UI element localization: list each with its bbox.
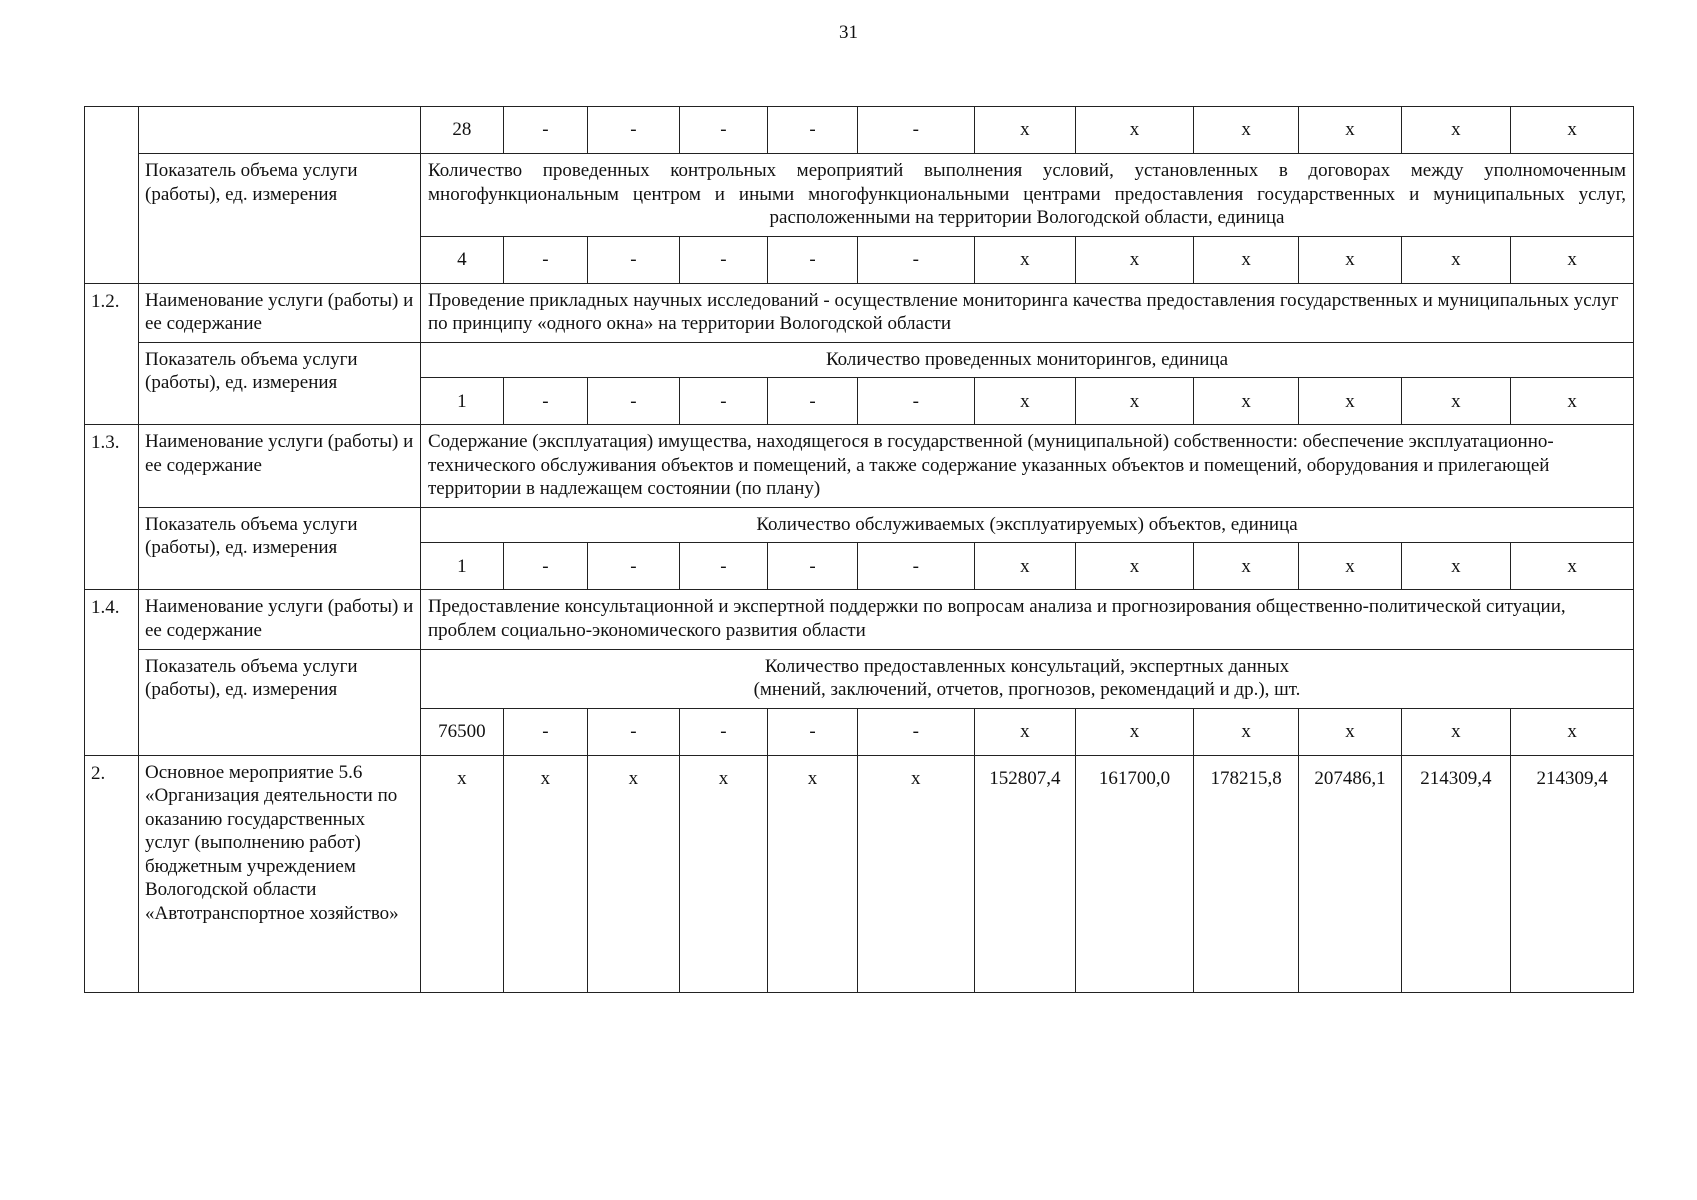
value-cell: - <box>768 236 858 283</box>
table-row <box>85 425 1634 508</box>
table-row <box>85 590 1634 649</box>
value-cell: 28 <box>452 119 472 141</box>
program-table <box>84 106 1634 993</box>
value-cell: x <box>1299 378 1401 425</box>
table-row <box>85 107 1634 154</box>
value-cell: x <box>1511 543 1633 590</box>
service-cell <box>421 590 1634 649</box>
value-cell: x <box>503 756 587 992</box>
value-cell: x <box>1511 107 1633 153</box>
table-row <box>85 154 1634 284</box>
value-cell: x <box>679 756 768 992</box>
table-row <box>85 755 1634 992</box>
indicator-label: Показатель объема услуги (работы), ед. измерения <box>139 507 421 590</box>
indicator-label: Показатель объема услуги (работы), ед. измерения <box>139 649 421 755</box>
activity-label: Основное мероприятие 5.6 «Организация деятельности по оказанию государственных услуг (выполнению работ) бюджетным учреждением Вологодской области «Автотранспортное хозяйство» <box>139 755 421 992</box>
indicator-cell <box>421 154 1634 284</box>
value-cell: 207486,1 <box>1299 756 1401 992</box>
value-cell: x <box>457 767 467 789</box>
value-cell: - <box>503 236 587 283</box>
values-row <box>421 107 1633 153</box>
table-row <box>85 649 1634 755</box>
value-cell: x <box>1299 107 1401 153</box>
value-cell: x <box>1401 236 1511 283</box>
value-cell: x <box>974 708 1075 755</box>
value-cell: x <box>974 107 1075 153</box>
indicator-cell <box>421 649 1634 755</box>
value-cell: x <box>1075 107 1193 153</box>
value-cell: - <box>588 543 680 590</box>
value-cell: - <box>857 378 974 425</box>
value-cell: x <box>1075 378 1193 425</box>
page-number: 31 <box>839 22 858 43</box>
table-row <box>85 507 1634 590</box>
service-text: Содержание (эксплуатация) имущества, находящегося в государственной (муниципальной) собственности: обеспечение эксплуатационно-технического обслуживания объектов и помещений, а также содержание указанных объектов и помещений, оборудования и прилегающей территории в надлежащем состоянии (по плану) <box>428 431 1554 500</box>
value-cell: x <box>1511 236 1633 283</box>
value-cell: - <box>768 543 858 590</box>
service-cell <box>421 283 1634 342</box>
value-cell: 1 <box>457 390 467 412</box>
indicator-text <box>421 650 1633 708</box>
values-row <box>421 377 1633 424</box>
value-cell: 76500 <box>438 720 486 742</box>
value-cell: x <box>1299 543 1401 590</box>
indicator-text-line2: (мнений, заключений, отчетов, прогнозов, рекомендаций и др.), шт. <box>753 679 1301 701</box>
value-cell: 4 <box>457 248 467 270</box>
empty-label-cell <box>139 107 421 154</box>
value-cell: - <box>679 107 768 153</box>
row-number: 1.4. <box>85 590 139 755</box>
value-cell: x <box>1401 107 1511 153</box>
value-cell: 152807,4 <box>974 756 1075 992</box>
value-cell: 214309,4 <box>1401 756 1511 992</box>
value-cell: x <box>1401 378 1511 425</box>
value-cell: - <box>857 708 974 755</box>
table-row <box>85 342 1634 425</box>
value-cell: - <box>588 708 680 755</box>
value-cell: 161700,0 <box>1075 756 1193 992</box>
row-number: 2. <box>85 755 139 992</box>
values-cell <box>421 107 1634 154</box>
indicator-label: Показатель объема услуги (работы), ед. измерения <box>139 154 421 284</box>
value-cell: - <box>679 708 768 755</box>
value-cell: x <box>1401 543 1511 590</box>
value-cell: x <box>1075 236 1193 283</box>
value-cell: x <box>1193 543 1298 590</box>
value-cell: x <box>1401 708 1511 755</box>
values-row <box>421 542 1633 589</box>
value-cell: x <box>857 756 974 992</box>
values-row <box>421 756 1633 992</box>
value-cell: - <box>768 378 858 425</box>
value-cell: x <box>1193 107 1298 153</box>
row-number: 1.3. <box>85 425 139 590</box>
value-cell: x <box>1299 708 1401 755</box>
service-text: Проведение прикладных научных исследований - осуществление мониторинга качества предоставления государственных и муниципальных услуг по принципу «одного окна» на территории Вологодской области <box>428 289 1619 335</box>
value-cell: x <box>1075 543 1193 590</box>
value-cell: x <box>1193 378 1298 425</box>
values-cell <box>421 755 1634 992</box>
value-cell: - <box>857 107 974 153</box>
value-cell: - <box>503 378 587 425</box>
value-cell: x <box>974 236 1075 283</box>
value-cell: 1 <box>457 555 467 577</box>
value-cell: x <box>1511 378 1633 425</box>
indicator-label: Показатель объема услуги (работы), ед. измерения <box>139 342 421 425</box>
values-row <box>421 708 1633 755</box>
indicator-cell <box>421 507 1634 590</box>
value-cell: - <box>768 708 858 755</box>
value-cell: - <box>588 236 680 283</box>
value-cell: x <box>1299 236 1401 283</box>
row-number: 1.2. <box>85 283 139 425</box>
values-row <box>421 236 1633 283</box>
value-cell: - <box>679 378 768 425</box>
value-cell: - <box>679 543 768 590</box>
service-label: Наименование услуги (работы) и ее содержание <box>139 590 421 649</box>
service-label: Наименование услуги (работы) и ее содержание <box>139 283 421 342</box>
value-cell: - <box>857 236 974 283</box>
service-label: Наименование услуги (работы) и ее содержание <box>139 425 421 508</box>
value-cell: - <box>768 107 858 153</box>
value-cell: x <box>768 756 858 992</box>
value-cell: x <box>588 756 680 992</box>
table-row <box>85 283 1634 342</box>
value-cell: - <box>503 543 587 590</box>
indicator-text: Количество проведенных контрольных мероприятий выполнения условий, установленных в договорах между уполномоченным многофункциональным центром и иными многофункциональными центрами предоставления государственных и муниципальных услуг, расположенными на территории Вологодской области, единица <box>428 160 1626 229</box>
indicator-text: Количество проведенных мониторингов, единица <box>825 348 1229 370</box>
value-cell: - <box>588 378 680 425</box>
value-cell: x <box>974 543 1075 590</box>
value-cell: x <box>974 378 1075 425</box>
indicator-cell <box>421 342 1634 425</box>
value-cell: - <box>503 107 587 153</box>
service-text: Предоставление консультационной и экспертной поддержки по вопросам анализа и прогнозирования общественно-политической ситуации, проблем социально-экономического развития области <box>428 596 1566 642</box>
value-cell: - <box>857 543 974 590</box>
value-cell: x <box>1511 708 1633 755</box>
value-cell: - <box>503 708 587 755</box>
value-cell: 178215,8 <box>1193 756 1298 992</box>
row-number-cell <box>85 107 139 284</box>
service-cell <box>421 425 1634 508</box>
value-cell: x <box>1193 708 1298 755</box>
value-cell: - <box>588 107 680 153</box>
value-cell: - <box>679 236 768 283</box>
value-cell: x <box>1193 236 1298 283</box>
value-cell: x <box>1075 708 1193 755</box>
indicator-text-line1: Количество предоставленных консультаций, экспертных данных <box>764 655 1290 677</box>
value-cell: 214309,4 <box>1511 756 1633 992</box>
indicator-text: Количество обслуживаемых (эксплуатируемых) объектов, единица <box>756 513 1298 535</box>
